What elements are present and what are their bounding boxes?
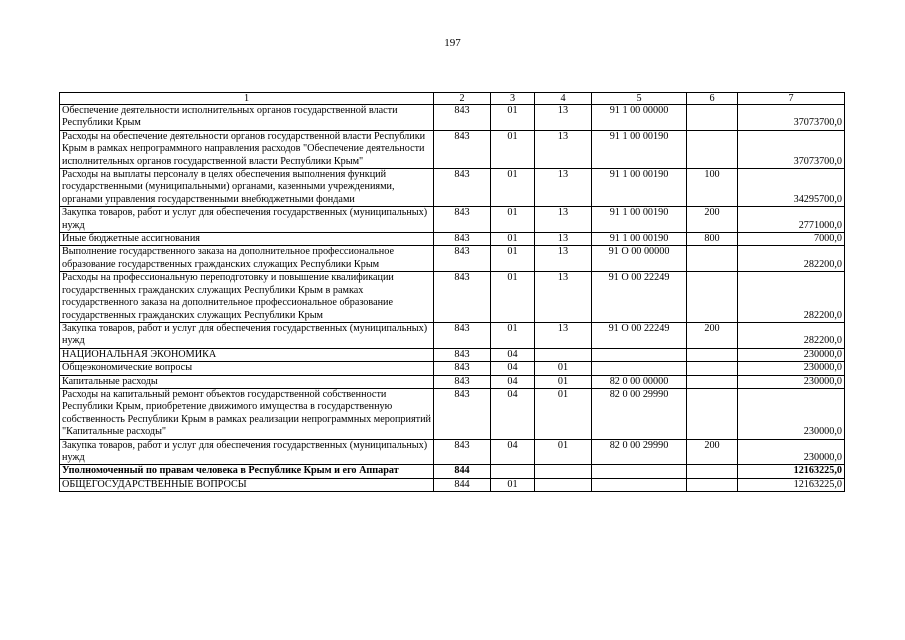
row-code-cell: 843 [434, 362, 491, 375]
row-amount-cell: 230000,0 [738, 362, 845, 375]
row-section-cell: 01 [491, 169, 535, 207]
table-row [60, 207, 845, 233]
row-subsection-cell [535, 465, 592, 478]
row-section-cell: 01 [491, 322, 535, 348]
row-section-cell: 04 [491, 439, 535, 465]
row-section-cell: 01 [491, 272, 535, 323]
row-amount-cell: 282200,0 [738, 322, 845, 348]
row-amount-cell: 282200,0 [738, 272, 845, 323]
row-amount-cell: 230000,0 [738, 348, 845, 361]
row-target-article-cell [592, 362, 687, 375]
row-target-article-cell: 82 0 00 00000 [592, 375, 687, 388]
table-row [60, 439, 845, 465]
row-name-cell: Расходы на профессиональную переподготовку и повышение квалификации государственных гражданских служащих Республики Крым в рамках государственного заказа на дополнительное профессиональное образование государственных гражданских служащих Республики Крым [60, 272, 434, 323]
row-expense-type-cell: 200 [687, 207, 738, 233]
table-row [60, 348, 845, 361]
row-expense-type-cell [687, 375, 738, 388]
row-subsection-cell: 13 [535, 322, 592, 348]
row-name-cell: Расходы на капитальный ремонт объектов государственной собственности Республики Крым, приобретение движимого имущества в государственную собственность Республики Крым в рамках реализации непрограммных мероприятий "Капитальные расходы" [60, 388, 434, 439]
table-row [60, 169, 845, 207]
row-section-cell: 01 [491, 478, 535, 491]
row-name-cell: ОБЩЕГОСУДАРСТВЕННЫЕ ВОПРОСЫ [60, 478, 434, 491]
header-cell-5: 5 [592, 93, 687, 105]
row-name-cell: Капитальные расходы [60, 375, 434, 388]
row-amount-cell: 282200,0 [738, 246, 845, 272]
table-row [60, 246, 845, 272]
row-target-article-cell: 91 1 00 00190 [592, 130, 687, 168]
row-target-article-cell: 82 0 00 29990 [592, 388, 687, 439]
row-section-cell: 01 [491, 233, 535, 246]
row-expense-type-cell [687, 478, 738, 491]
header-cell-1: 1 [60, 93, 434, 105]
table-row [60, 322, 845, 348]
row-section-cell: 01 [491, 246, 535, 272]
row-code-cell: 843 [434, 348, 491, 361]
row-subsection-cell: 13 [535, 169, 592, 207]
row-subsection-cell: 13 [535, 233, 592, 246]
row-code-cell: 843 [434, 388, 491, 439]
row-amount-cell: 12163225,0 [738, 478, 845, 491]
budget-table [59, 92, 845, 492]
row-expense-type-cell [687, 388, 738, 439]
row-subsection-cell: 01 [535, 388, 592, 439]
row-amount-cell: 230000,0 [738, 375, 845, 388]
row-target-article-cell: 91 1 00 00000 [592, 105, 687, 131]
row-code-cell: 843 [434, 169, 491, 207]
header-cell-4: 4 [535, 93, 592, 105]
row-expense-type-cell: 200 [687, 439, 738, 465]
row-subsection-cell: 01 [535, 362, 592, 375]
row-name-cell: Закупка товаров, работ и услуг для обеспечения государственных (муниципальных) нужд [60, 207, 434, 233]
row-code-cell: 843 [434, 375, 491, 388]
row-name-cell: Обеспечение деятельности исполнительных органов государственной власти Республики Крым [60, 105, 434, 131]
table-row [60, 388, 845, 439]
row-name-cell: Закупка товаров, работ и услуг для обеспечения государственных (муниципальных) нужд [60, 322, 434, 348]
row-target-article-cell [592, 478, 687, 491]
row-code-cell: 843 [434, 322, 491, 348]
row-target-article-cell [592, 465, 687, 478]
row-name-cell: Закупка товаров, работ и услуг для обеспечения государственных (муниципальных) нужд [60, 439, 434, 465]
row-name-cell: Расходы на выплаты персоналу в целях обеспечения выполнения функций государственными (муниципальными) органами, казенными учреждениями, органами управления государственными внебюджетными фондами [60, 169, 434, 207]
row-amount-cell: 12163225,0 [738, 465, 845, 478]
row-amount-cell: 37073700,0 [738, 105, 845, 131]
row-name-cell: Общеэкономические вопросы [60, 362, 434, 375]
row-expense-type-cell: 200 [687, 322, 738, 348]
row-target-article-cell: 91 О 00 00000 [592, 246, 687, 272]
table-header-row [60, 93, 845, 105]
row-amount-cell: 2771000,0 [738, 207, 845, 233]
row-section-cell [491, 465, 535, 478]
table-row [60, 272, 845, 323]
row-amount-cell: 230000,0 [738, 388, 845, 439]
row-subsection-cell [535, 478, 592, 491]
row-target-article-cell: 91 1 00 00190 [592, 233, 687, 246]
row-section-cell: 01 [491, 130, 535, 168]
table-row [60, 478, 845, 491]
row-target-article-cell: 91 1 00 00190 [592, 207, 687, 233]
row-section-cell: 04 [491, 362, 535, 375]
header-cell-6: 6 [687, 93, 738, 105]
row-name-cell: Иные бюджетные ассигнования [60, 233, 434, 246]
row-code-cell: 843 [434, 246, 491, 272]
row-name-cell: Уполномоченный по правам человека в Республике Крым и его Аппарат [60, 465, 434, 478]
row-amount-cell: 34295700,0 [738, 169, 845, 207]
row-target-article-cell: 91 О 00 22249 [592, 322, 687, 348]
row-expense-type-cell [687, 246, 738, 272]
row-amount-cell: 37073700,0 [738, 130, 845, 168]
row-subsection-cell: 13 [535, 130, 592, 168]
header-cell-2: 2 [434, 93, 491, 105]
table-row [60, 233, 845, 246]
row-section-cell: 01 [491, 105, 535, 131]
table-row [60, 465, 845, 478]
header-cell-3: 3 [491, 93, 535, 105]
table-row [60, 105, 845, 131]
row-expense-type-cell [687, 465, 738, 478]
row-expense-type-cell [687, 362, 738, 375]
table-row [60, 362, 845, 375]
row-section-cell: 04 [491, 388, 535, 439]
row-amount-cell: 7000,0 [738, 233, 845, 246]
row-code-cell: 843 [434, 207, 491, 233]
row-name-cell: НАЦИОНАЛЬНАЯ ЭКОНОМИКА [60, 348, 434, 361]
row-subsection-cell: 13 [535, 272, 592, 323]
row-name-cell: Выполнение государственного заказа на дополнительное профессиональное образование государственных гражданских служащих Республики Крым [60, 246, 434, 272]
row-code-cell: 843 [434, 105, 491, 131]
row-expense-type-cell: 800 [687, 233, 738, 246]
row-code-cell: 843 [434, 439, 491, 465]
row-code-cell: 843 [434, 233, 491, 246]
row-expense-type-cell [687, 105, 738, 131]
page-number: 197 [444, 37, 461, 49]
row-subsection-cell: 13 [535, 207, 592, 233]
row-expense-type-cell: 100 [687, 169, 738, 207]
row-name-cell: Расходы на обеспечение деятельности органов государственной власти Республики Крым в рамках непрограммного направления расходов "Обеспечение деятельности исполнительных органов государственной власти Республики Крым" [60, 130, 434, 168]
row-target-article-cell: 82 0 00 29990 [592, 439, 687, 465]
row-section-cell: 04 [491, 375, 535, 388]
row-target-article-cell: 91 О 00 22249 [592, 272, 687, 323]
row-code-cell: 844 [434, 478, 491, 491]
table-row [60, 375, 845, 388]
row-code-cell: 843 [434, 272, 491, 323]
row-code-cell: 844 [434, 465, 491, 478]
row-subsection-cell: 13 [535, 246, 592, 272]
row-code-cell: 843 [434, 130, 491, 168]
row-subsection-cell: 01 [535, 375, 592, 388]
row-expense-type-cell [687, 130, 738, 168]
row-amount-cell: 230000,0 [738, 439, 845, 465]
row-target-article-cell [592, 348, 687, 361]
row-section-cell: 01 [491, 207, 535, 233]
header-cell-7: 7 [738, 93, 845, 105]
row-expense-type-cell [687, 272, 738, 323]
row-subsection-cell [535, 348, 592, 361]
row-target-article-cell: 91 1 00 00190 [592, 169, 687, 207]
table-row [60, 130, 845, 168]
row-expense-type-cell [687, 348, 738, 361]
row-subsection-cell: 01 [535, 439, 592, 465]
row-section-cell: 04 [491, 348, 535, 361]
row-subsection-cell: 13 [535, 105, 592, 131]
